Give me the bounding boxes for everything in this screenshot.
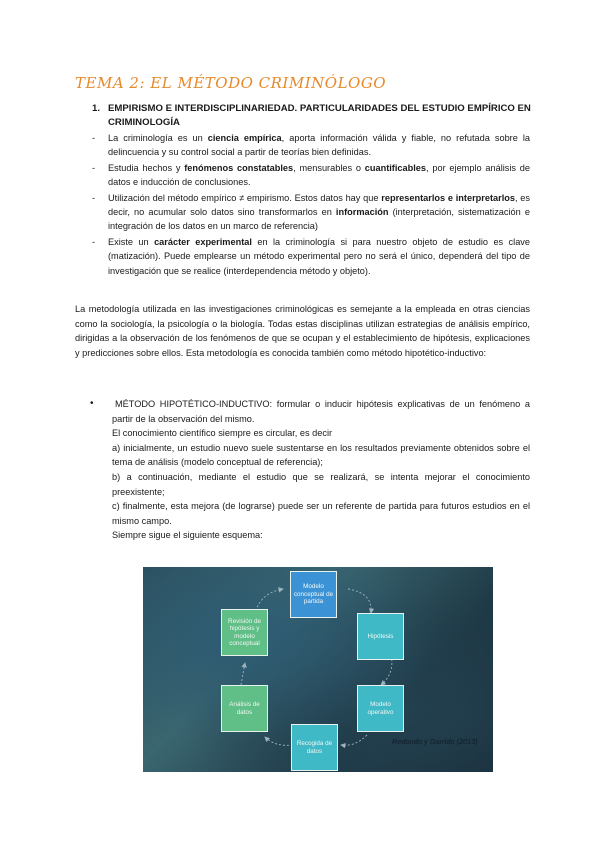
node-hipotesis: Hipótesis [357, 613, 404, 660]
method-line: b) a continuación, mediante el estudio que se realizará, se intenta mejorar el conocimiento preexistente; [112, 471, 530, 497]
method-label: MÉTODO HIPOTÉTICO-INDUCTIVO: [115, 399, 273, 409]
bold-term: ciencia empírica [207, 133, 282, 143]
list-text: en la criminología si para nuestro objeto de estudio es clave (matización). Puede emplearse un método experimental pero no será el único, dependerá del tipo de investigación que se realice (interdependencia método y objeto). [108, 236, 531, 276]
list-dash: - [92, 192, 96, 203]
bullet-dot: • [90, 398, 94, 409]
bold-term: información [335, 207, 389, 218]
node-analisis-datos: Análisis de datos [221, 685, 268, 732]
list-text: Utilización del método empírico ≠ empirismo. Estos datos hay que [108, 192, 382, 203]
arrow-3 [341, 735, 367, 745]
arrow-4 [265, 737, 293, 745]
list-text: La criminología es un [108, 133, 208, 143]
arrow-6 [256, 589, 283, 611]
list-text: , por ejemplo análisis de datos e inducción de conclusiones. [108, 162, 530, 188]
node-modelo-conceptual: Modelo conceptual de partida [290, 571, 337, 618]
methodology-paragraph: La metodología utilizada en las investigaciones criminológicas es semejante a la empleada en otras ciencias como la sociología, la psicología o la biología. Todas estas disciplinas utilizan estrategias de análisis empírico, dirigidas a la observación de los fenómenos de que se ocupan y el establecimiento de hipótesis, explicaciones y predicciones sobre ellos. Esta metodología es conocida también como método hipotético-inductivo: [75, 304, 530, 358]
node-revision-hipotesis: Revisión de hipótesis y modelo conceptual [221, 609, 268, 656]
list-text: , aporta información válida y fiable, no refutada sobre la delincuencia y su control social a partir de teorías bien definidas. [108, 133, 531, 158]
list-text: , mensurables o [293, 162, 365, 173]
arrow-5 [241, 663, 245, 685]
section-number: 1. [92, 103, 101, 114]
list-text: Existe un [108, 236, 155, 247]
method-line: Siempre sigue el siguiente esquema: [112, 530, 263, 541]
method-cycle-diagram [143, 567, 493, 772]
diagram-source: Redondo y Garrido (2013) [392, 737, 478, 746]
list-text: Estudia hechos y [108, 162, 185, 173]
list-dash: - [92, 162, 96, 173]
section-title: EMPIRISMO E INTERDISCIPLINARIEDAD. PARTICULARIDADES DEL ESTUDIO EMPÍRICO EN CRIMINOLOGÍA [108, 103, 531, 128]
list-item [92, 235, 530, 278]
method-line: c) finalmente, esta mejora (de lograrse) puede ser un referente de partida para futuros estudios en el mismo campo. [112, 501, 530, 526]
node-modelo-operativo: Modelo operativo [357, 685, 404, 732]
arrow-1 [348, 589, 371, 613]
list-text: (interpretación, sistematización e integración de los datos en un marco de referencia) [108, 207, 530, 232]
method-definition-text: formular o inducir hipótesis explicativas de un fenómeno a partir de la observación del mismo. [112, 399, 531, 424]
list-text: , es decir, no acumular solo datos sino transformarlos en [108, 192, 531, 218]
list-dash: - [92, 133, 96, 143]
list-item [92, 131, 530, 160]
bold-term: cuantificables [364, 162, 427, 173]
bold-term: representarlos e interpretarlos [381, 192, 515, 203]
method-line: a) inicialmente, un estudio nuevo suele sustentarse en los resultados previamente obtenidos sobre el tema de análisis (modelo conceptual de referencia); [112, 442, 530, 468]
node-recogida-datos: Recogida de datos [291, 724, 338, 771]
section-heading [92, 102, 532, 130]
list-item [92, 161, 530, 190]
method-line: El conocimiento científico siempre es circular, es decir [112, 428, 333, 439]
bold-term: fenómenos constatables [184, 162, 294, 173]
list-dash: - [92, 236, 96, 247]
list-item [92, 191, 530, 234]
bold-term: carácter experimental [154, 236, 252, 247]
characteristics-list [92, 131, 530, 279]
page-title: TEMA 2: EL MÉTODO CRIMINÓLOGO [75, 74, 387, 92]
method-definition [112, 397, 530, 426]
method-bullet [90, 397, 530, 543]
